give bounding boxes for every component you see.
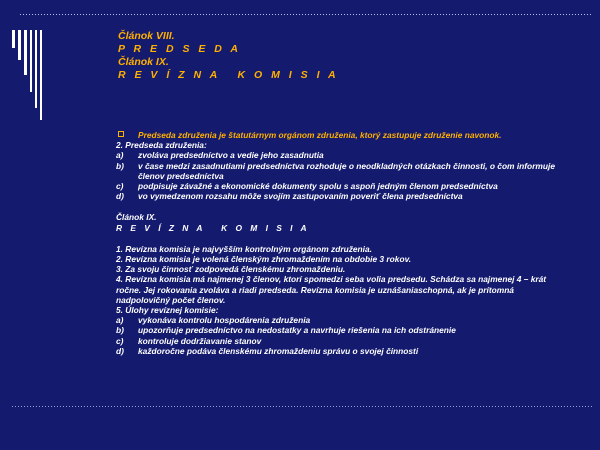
list-marker: b) — [116, 325, 124, 336]
slide-content — [116, 130, 556, 356]
numbered-item: 2. Revízna komisia je volená členským zhromaždením na obdobie 3 rokov. — [116, 254, 412, 265]
title-line-3: Článok IX. — [118, 56, 169, 68]
title-line-1: Článok VIII. — [118, 30, 175, 42]
list-item — [116, 181, 556, 191]
list-item-text: v čase medzi zasadnutiami predsedníctva rozhoduje o neodkladných otázkach činnosti, o čom informuje členov predsedníctva — [138, 160, 555, 181]
intro-bullet-text: Predseda združenia je štatutárnym orgánom združenia, ktorý zastupuje združenie navonok. — [138, 130, 502, 140]
title-line-4: R E V Í Z N A K O M I S I A — [118, 69, 339, 81]
bottom-dotted-rule — [12, 406, 592, 407]
list-item-text: upozorňuje predsedníctvo na nedostatky a navrhuje riešenia na ich odstránenie — [138, 325, 456, 336]
list-marker: d) — [116, 345, 124, 356]
intro-bullet — [116, 130, 556, 140]
list-marker: c) — [116, 335, 124, 346]
list-item — [116, 191, 556, 201]
komisia-heading-2: R E V Í Z N A K O M I S I A — [116, 222, 310, 233]
predseda-heading: 2. Predseda združenia: — [116, 140, 207, 151]
numbered-item: 4. Revízna komisia má najmenej 3 členov, ktorí spomedzi seba volia predsedu. Schádza sa najmenej 4 – krát ročne. Jej rokovania zvoláva a riadi predseda. Revízna komisia je uznášaniaschopná, ak je prítomná nadpolovičný počet členov. — [116, 274, 547, 305]
decorative-bars — [12, 30, 52, 120]
list-item-text: zvoláva predsedníctvo a vedie jeho zasadnutia — [138, 150, 324, 161]
square-bullet-icon — [118, 131, 124, 137]
list-item — [116, 315, 556, 325]
top-dotted-rule — [20, 14, 592, 15]
list-item-text: každoročne podáva členskému zhromaždeniu správu o svojej činnosti — [138, 345, 419, 356]
numbered-item: 3. Za svoju činnosť zodpovedá členskému zhromaždeniu. — [116, 264, 346, 275]
list-item-text: kontroluje dodržiavanie stanov — [138, 335, 262, 346]
list-marker: c) — [116, 181, 124, 192]
list-item — [116, 161, 556, 181]
list-item — [116, 150, 556, 160]
numbered-item: 5. Úlohy revíznej komisie: — [116, 305, 219, 316]
list-marker: a) — [116, 150, 124, 161]
title-line-2: P R E D S E D A — [118, 43, 241, 55]
komisia-heading-1: Článok IX. — [116, 212, 157, 223]
list-item — [116, 325, 556, 335]
list-marker: b) — [116, 160, 124, 171]
list-item — [116, 346, 556, 356]
list-item-text: vo vymedzenom rozsahu môže svojím zastupovaním poveriť člena predsedníctva — [138, 191, 463, 202]
list-marker: a) — [116, 315, 124, 326]
slide-title — [118, 30, 578, 82]
list-item — [116, 336, 556, 346]
list-marker: d) — [116, 191, 124, 202]
list-item-text: podpisuje závažné a ekonomické dokumenty spolu s aspoň jedným členom predsedníctva — [138, 181, 498, 192]
list-item-text: vykonáva kontrolu hospodárenia združenia — [138, 315, 311, 326]
numbered-item: 1. Revízna komisia je najvyšším kontrolným orgánom združenia. — [116, 243, 372, 254]
